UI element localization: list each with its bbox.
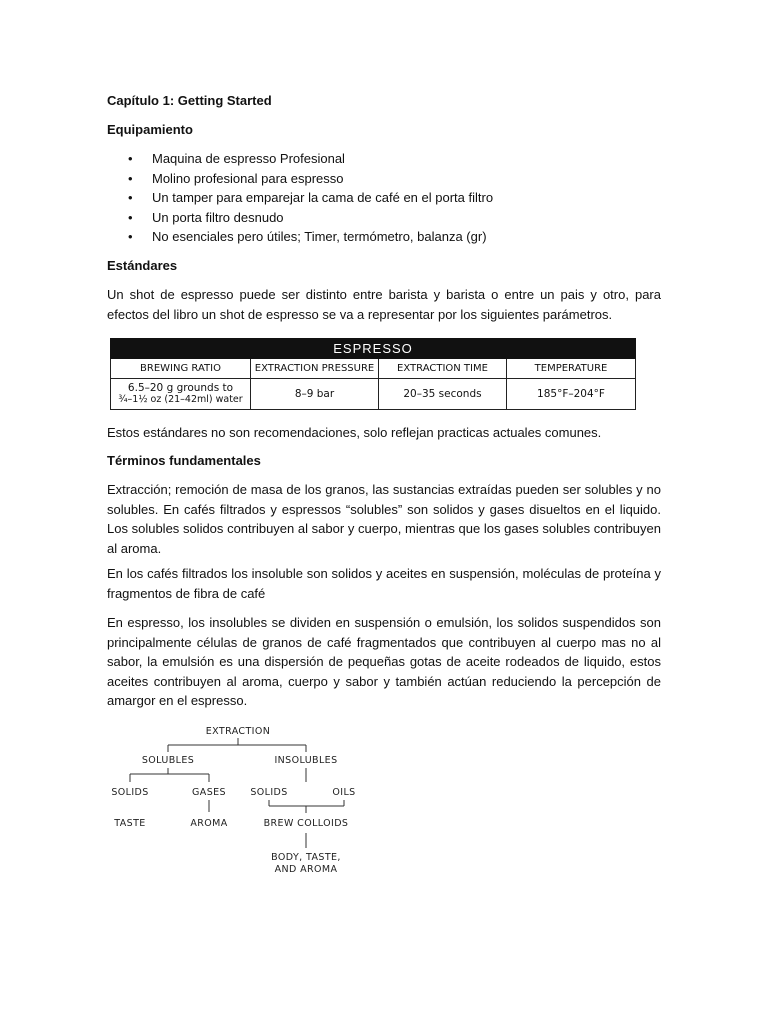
node-solubles: SOLUBLES (141, 755, 195, 766)
header-extraction-time: EXTRACTION TIME (379, 359, 507, 379)
node-gases: GASES (192, 787, 226, 798)
terms-paragraph-2: En los cafés filtrados los insoluble son solidos y aceites en suspensión, moléculas de proteína y fragmentos de fibra de café (107, 566, 661, 601)
node-insolubles: INSOLUBLES (274, 755, 338, 766)
list-item: • No esenciales pero útiles; Timer, termómetro, balanza (gr) (107, 227, 661, 247)
espresso-table (110, 338, 636, 410)
brewing-ratio-value (111, 379, 251, 410)
equipment-list (107, 149, 661, 247)
node-body-taste-aroma-line1: BODY, TASTE, (271, 852, 341, 863)
header-brewing-ratio: BREWING RATIO (111, 359, 251, 379)
list-item: • Molino profesional para espresso (107, 169, 661, 189)
chapter-title: Capítulo 1: Getting Started (107, 93, 272, 108)
node-taste: TASTE (114, 818, 146, 829)
terms-heading: Términos fundamentales (107, 453, 261, 468)
node-body-taste-aroma-line2: AND AROMA (274, 864, 338, 875)
list-item: • Un tamper para emparejar la cama de café en el porta filtro (107, 188, 661, 208)
node-solids-soluble: SOLIDS (111, 787, 149, 798)
header-extraction-pressure: EXTRACTION PRESSURE (251, 359, 379, 379)
node-aroma: AROMA (190, 818, 228, 829)
temperature-value: 185°F–204°F (507, 379, 636, 410)
extraction-pressure-value: 8–9 bar (251, 379, 379, 410)
extraction-diagram (105, 716, 361, 878)
node-extraction: EXTRACTION (205, 726, 271, 737)
node-solids-insoluble: SOLIDS (250, 787, 288, 798)
node-brew-colloids: BREW COLLOIDS (263, 818, 349, 829)
standards-intro: Un shot de espresso puede ser distinto entre barista y barista o entre un pais y otro, para efectos del libro un shot de espresso se va a representar por los siguientes parámetros. (107, 287, 661, 322)
terms-paragraph-3: En espresso, los insolubles se dividen en suspensión o emulsión, los solidos suspendidos son principalmente células de granos de café fragmentados que contribuyen al cuerpo mas no al sabor, la emulsión es una dispersión de pequeñas gotas de aceite rodeados de liquido, estos aceites contribuyen al aroma, cuerpo y sabor y también actúan reduciendo la percepción de amargor en el espresso. (107, 615, 661, 708)
terms-paragraph-1: Extracción; remoción de masa de los granos, las sustancias extraídas pueden ser solubles y no solubles. En cafés filtrados y espressos “solubles” son solidos y gases disueltos en el liquido. Los solubles solidos contribuyen al sabor y cuerpo, mientras que los gases solubles contribuyen al aroma. (107, 482, 661, 556)
node-oils: OILS (332, 787, 356, 798)
header-temperature: TEMPERATURE (507, 359, 636, 379)
brewing-ratio-line2: ¾–1½ oz (21–42ml) water (118, 394, 243, 405)
equipment-heading: Equipamiento (107, 122, 193, 137)
standards-heading: Estándares (107, 258, 178, 273)
extraction-time-value: 20–35 seconds (379, 379, 507, 410)
standards-note: Estos estándares no son recomendaciones, solo reflejan practicas actuales comunes. (107, 425, 602, 440)
list-item: • Un porta filtro desnudo (107, 208, 661, 228)
brewing-ratio-line1: 6.5–20 g grounds to (127, 382, 234, 394)
espresso-table-title: ESPRESSO (111, 339, 636, 359)
list-item: • Maquina de espresso Profesional (107, 149, 661, 169)
